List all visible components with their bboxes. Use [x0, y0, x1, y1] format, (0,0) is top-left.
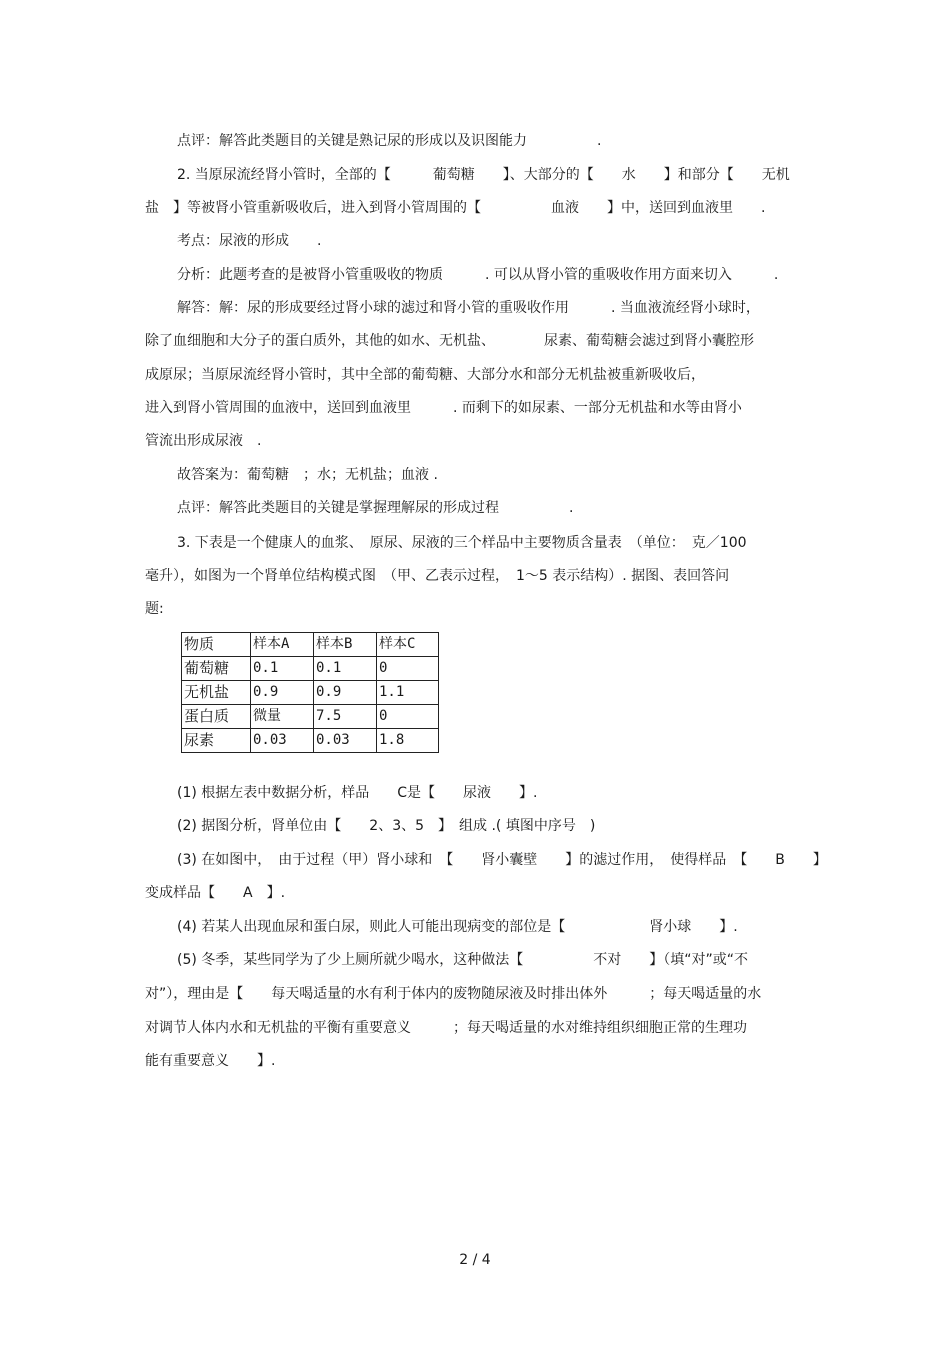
- paragraph: (2) 据图分析，肾单位由【 2、3、5 】 组成 .( 填图中序号 ): [177, 818, 596, 834]
- table-cell: 7.5: [314, 705, 377, 729]
- paragraph: (1) 根据左表中数据分析，样品 C是【 尿液 】.: [177, 785, 538, 801]
- table-cell: 0.03: [251, 729, 314, 753]
- table-row: [182, 657, 439, 681]
- paragraph: 成原尿；当原尿流经肾小管时，其中全部的葡萄糖、大部分水和部分无机盐被重新吸收后，: [145, 367, 705, 383]
- paragraph: 故答案为：葡萄糖 ；水；无机盐；血液 .: [177, 467, 438, 483]
- table-cell: 0.9: [314, 681, 377, 705]
- table-cell: 1.8: [377, 729, 439, 753]
- table-cell: 0: [377, 657, 439, 681]
- substance-content-table: [181, 632, 439, 753]
- table-header-row: [182, 633, 439, 657]
- table-cell: 0.1: [251, 657, 314, 681]
- table-row: [182, 729, 439, 753]
- paragraph: 考点：尿液的形成 .: [177, 233, 322, 249]
- table-cell: 尿素: [182, 729, 251, 753]
- paragraph: 进入到肾小管周围的血液中，送回到血液里 . 而剩下的如尿素、一部分无机盐和水等由肾小: [145, 400, 742, 416]
- paragraph: 2. 当原尿流经肾小管时，全部的【 葡萄糖 】、大部分的【 水 】和部分【 无机: [177, 167, 790, 183]
- table-cell: 0.1: [314, 657, 377, 681]
- table-cell: 蛋白质: [182, 705, 251, 729]
- table-header-cell: 样本A: [251, 633, 314, 657]
- paragraph: (4) 若某人出现血尿和蛋白尿，则此人可能出现病变的部位是【 肾小球 】.: [177, 919, 738, 935]
- table-header-cell: 样本C: [377, 633, 439, 657]
- page-number: 2 / 4: [459, 1252, 491, 1268]
- paragraph: 盐 】等被肾小管重新吸收后，进入到肾小管周围的【 血液 】中，送回到血液里 .: [145, 200, 766, 216]
- table-header-cell: 物质: [182, 633, 251, 657]
- table-cell: 无机盐: [182, 681, 251, 705]
- paragraph: (5) 冬季，某些同学为了少上厕所就少喝水，这种做法【 不对 】（填“对”或“不: [177, 952, 749, 968]
- paragraph: 管流出形成尿液 .: [145, 433, 262, 449]
- paragraph: 点评：解答此类题目的关键是熟记尿的形成以及识图能力 .: [177, 133, 602, 149]
- table-row: [182, 705, 439, 729]
- table-cell: 0.9: [251, 681, 314, 705]
- paragraph: 除了血细胞和大分子的蛋白质外，其他的如水、无机盐、 尿素、葡萄糖会滤过到肾小囊腔形: [145, 333, 754, 349]
- table-cell: 葡萄糖: [182, 657, 251, 681]
- paragraph: (3) 在如图中， 由于过程（甲）肾小球和 【 肾小囊壁 】的滤过作用， 使得样品 【 B 】: [177, 852, 827, 868]
- paragraph: 点评：解答此类题目的关键是掌握理解尿的形成过程 .: [177, 500, 574, 516]
- paragraph: 对调节人体内水和无机盐的平衡有重要意义 ；每天喝适量的水对维持组织细胞正常的生理功: [145, 1020, 747, 1036]
- table-cell: 0: [377, 705, 439, 729]
- paragraph: 3. 下表是一个健康人的血浆、 原尿、尿液的三个样品中主要物质含量表 （单位： 克／100: [177, 535, 747, 551]
- table-cell: 0.03: [314, 729, 377, 753]
- table-cell: 微量: [251, 705, 314, 729]
- table-cell: 1.1: [377, 681, 439, 705]
- paragraph: 题:: [145, 601, 164, 617]
- paragraph: 分析：此题考查的是被肾小管重吸收的物质 . 可以从肾小管的重吸收作用方面来切入 .: [177, 267, 779, 283]
- paragraph: 能有重要意义 】.: [145, 1053, 276, 1069]
- table-row: [182, 681, 439, 705]
- paragraph: 解答：解：尿的形成要经过肾小球的滤过和肾小管的重吸收作用 . 当血液流经肾小球时，: [177, 300, 760, 316]
- paragraph: 毫升），如图为一个肾单位结构模式图 （甲、乙表示过程， 1～5 表示结构）. 据图、表回答问: [145, 568, 730, 584]
- table-header-cell: 样本B: [314, 633, 377, 657]
- paragraph: 对”），理由是【 每天喝适量的水有利于体内的废物随尿液及时排出体外 ；每天喝适量的水: [145, 986, 762, 1002]
- paragraph: 变成样品【 A 】.: [145, 885, 286, 901]
